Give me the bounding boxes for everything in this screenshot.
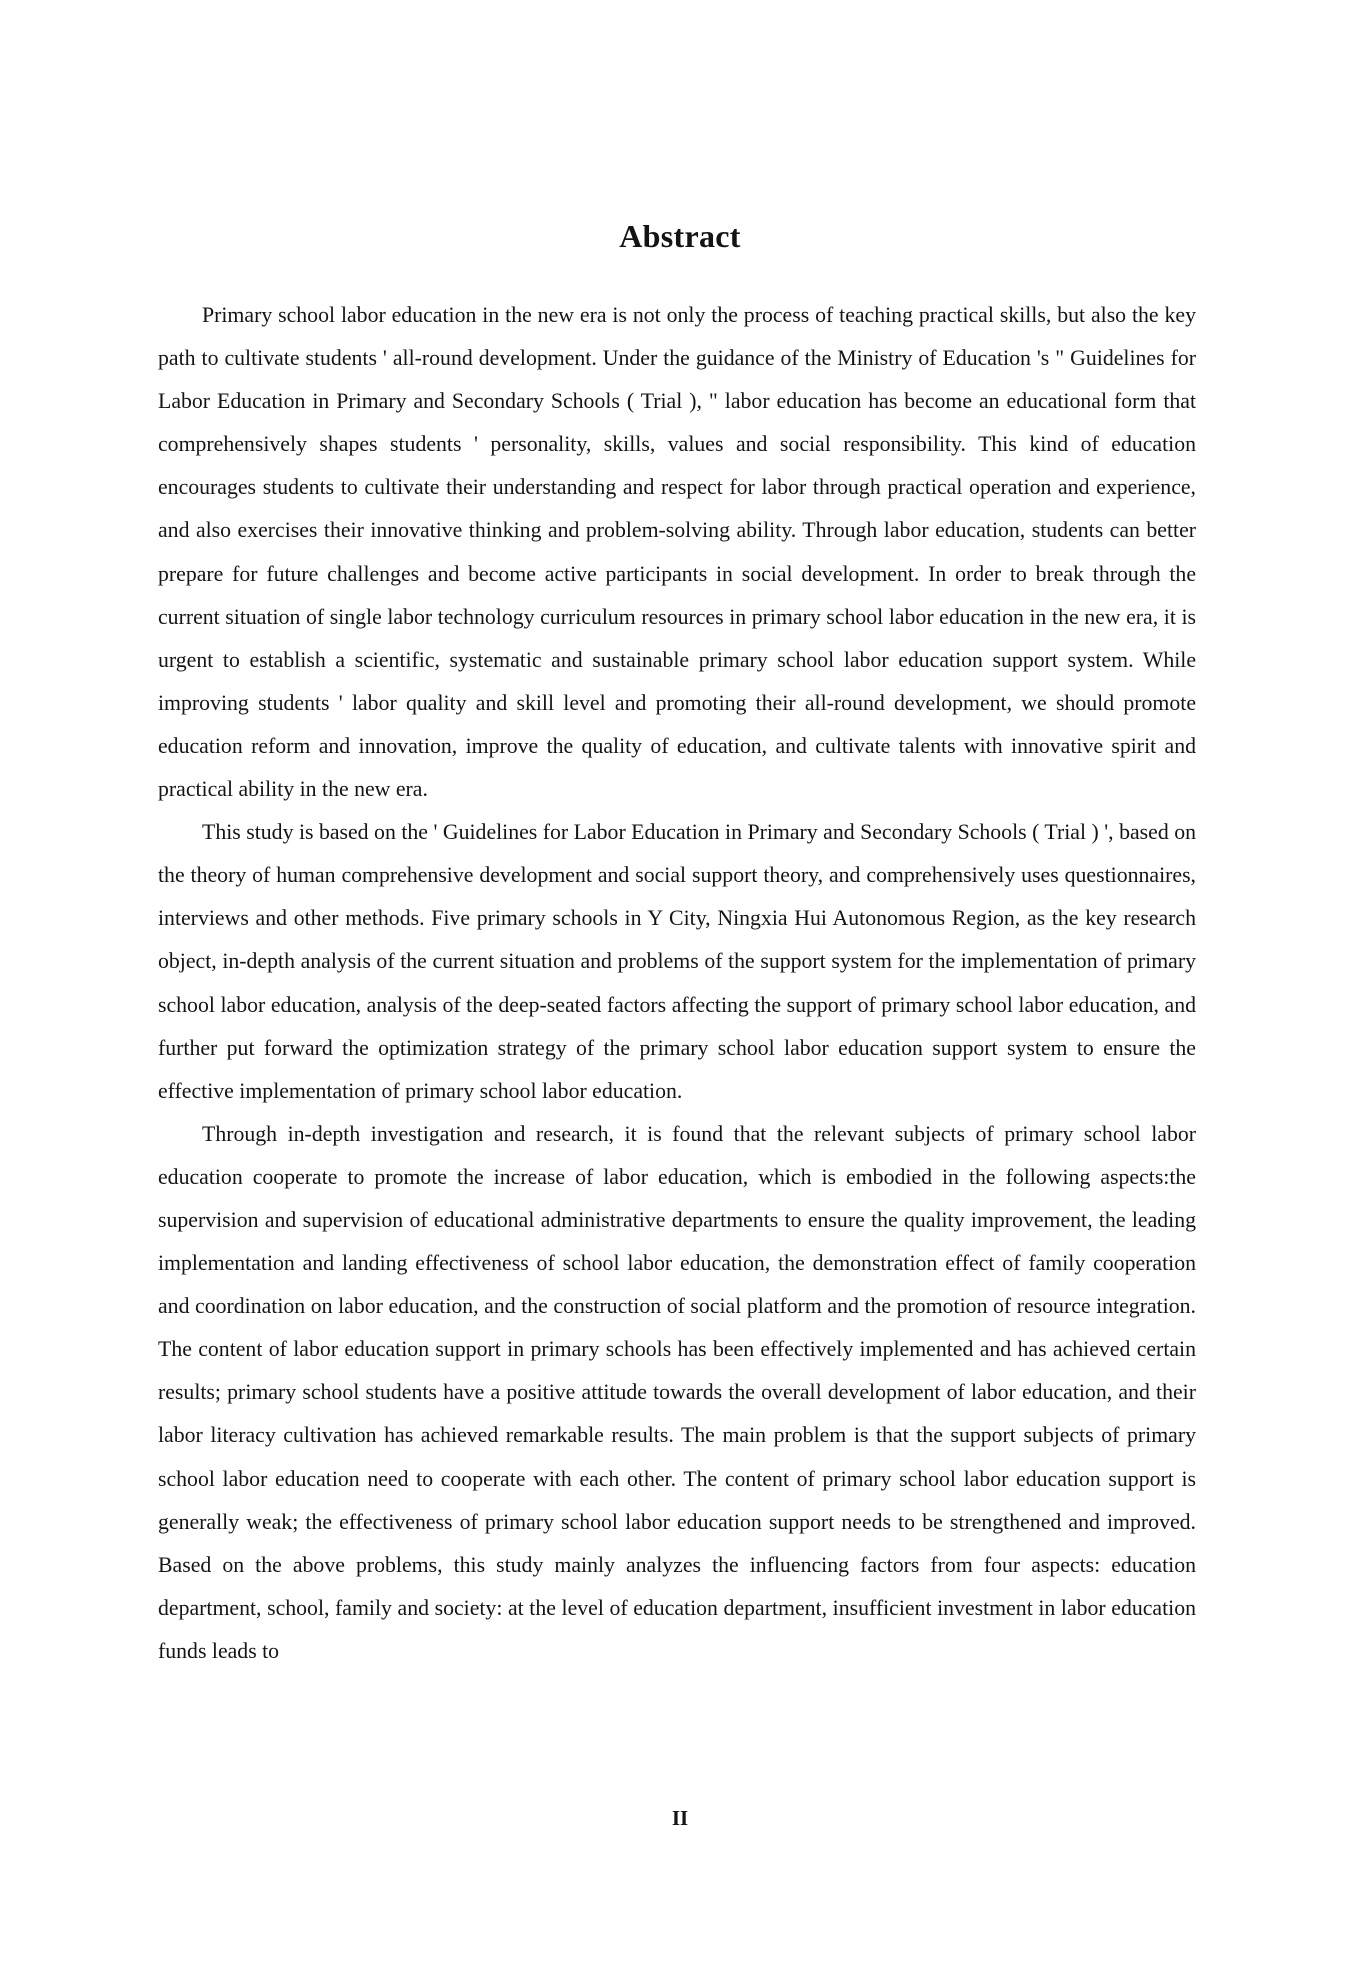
- page-number: II: [671, 1806, 689, 1830]
- abstract-paragraph-1: Primary school labor education in the new era is not only the process of teaching practical skills, but also the key path to cultivate students ' all-round development. Under the guidance of the Ministry of Education 's " Guidelines for Labor Education in Primary and Secondary Schools ( Trial ), " labor education has become an educational form that comprehensively shapes students ' personality, skills, values and social responsibility. This kind of education encourages students to cultivate their understanding and respect for labor through practical operation and experience, and also exercises their innovative thinking and problem-solving ability. Through labor education, students can better prepare for future challenges and become active participants in social development. In order to break through the current situation of single labor technology curriculum resources in primary school labor education in the new era, it is urgent to establish a scientific, systematic and sustainable primary school labor education support system. While improving students ' labor quality and skill level and promoting their all-round development, we should promote education reform and innovation, improve the quality of education, and cultivate talents with innovative spirit and practical ability in the new era.: [158, 303, 1196, 802]
- abstract-paragraph-2: This study is based on the ' Guidelines for Labor Education in Primary and Secondary Schools ( Trial ) ', based on the theory of human comprehensive development and social support theory, and comprehensively uses questionnaires, interviews and other methods. Five primary schools in Y City, Ningxia Hui Autonomous Region, as the key research object, in-depth analysis of the current situation and problems of the support system for the implementation of primary school labor education, analysis of the deep-seated factors affecting the support of primary school labor education, and further put forward the optimization strategy of the primary school labor education support system to ensure the effective implementation of primary school labor education.: [158, 820, 1196, 1103]
- abstract-body: [158, 294, 1196, 1673]
- abstract-title: Abstract: [619, 218, 741, 254]
- abstract-paragraph-3: Through in-depth investigation and research, it is found that the relevant subjects of primary school labor education cooperate to promote the increase of labor education, which is embodied in the following aspects:the supervision and supervision of educational administrative departments to ensure the quality improvement, the leading implementation and landing effectiveness of school labor education, the demonstration effect of family cooperation and coordination on labor education, and the construction of social platform and the promotion of resource integration. The content of labor education support in primary schools has been effectively implemented and has achieved certain results; primary school students have a positive attitude towards the overall development of labor education, and their labor literacy cultivation has achieved remarkable results. The main problem is that the support subjects of primary school labor education need to cooperate with each other. The content of primary school labor education support is generally weak; the effectiveness of primary school labor education support needs to be strengthened and improved. Based on the above problems, this study mainly analyzes the influencing factors from four aspects: education department, school, family and society: at the level of education department, insufficient investment in labor education funds leads to: [158, 1121, 1196, 1663]
